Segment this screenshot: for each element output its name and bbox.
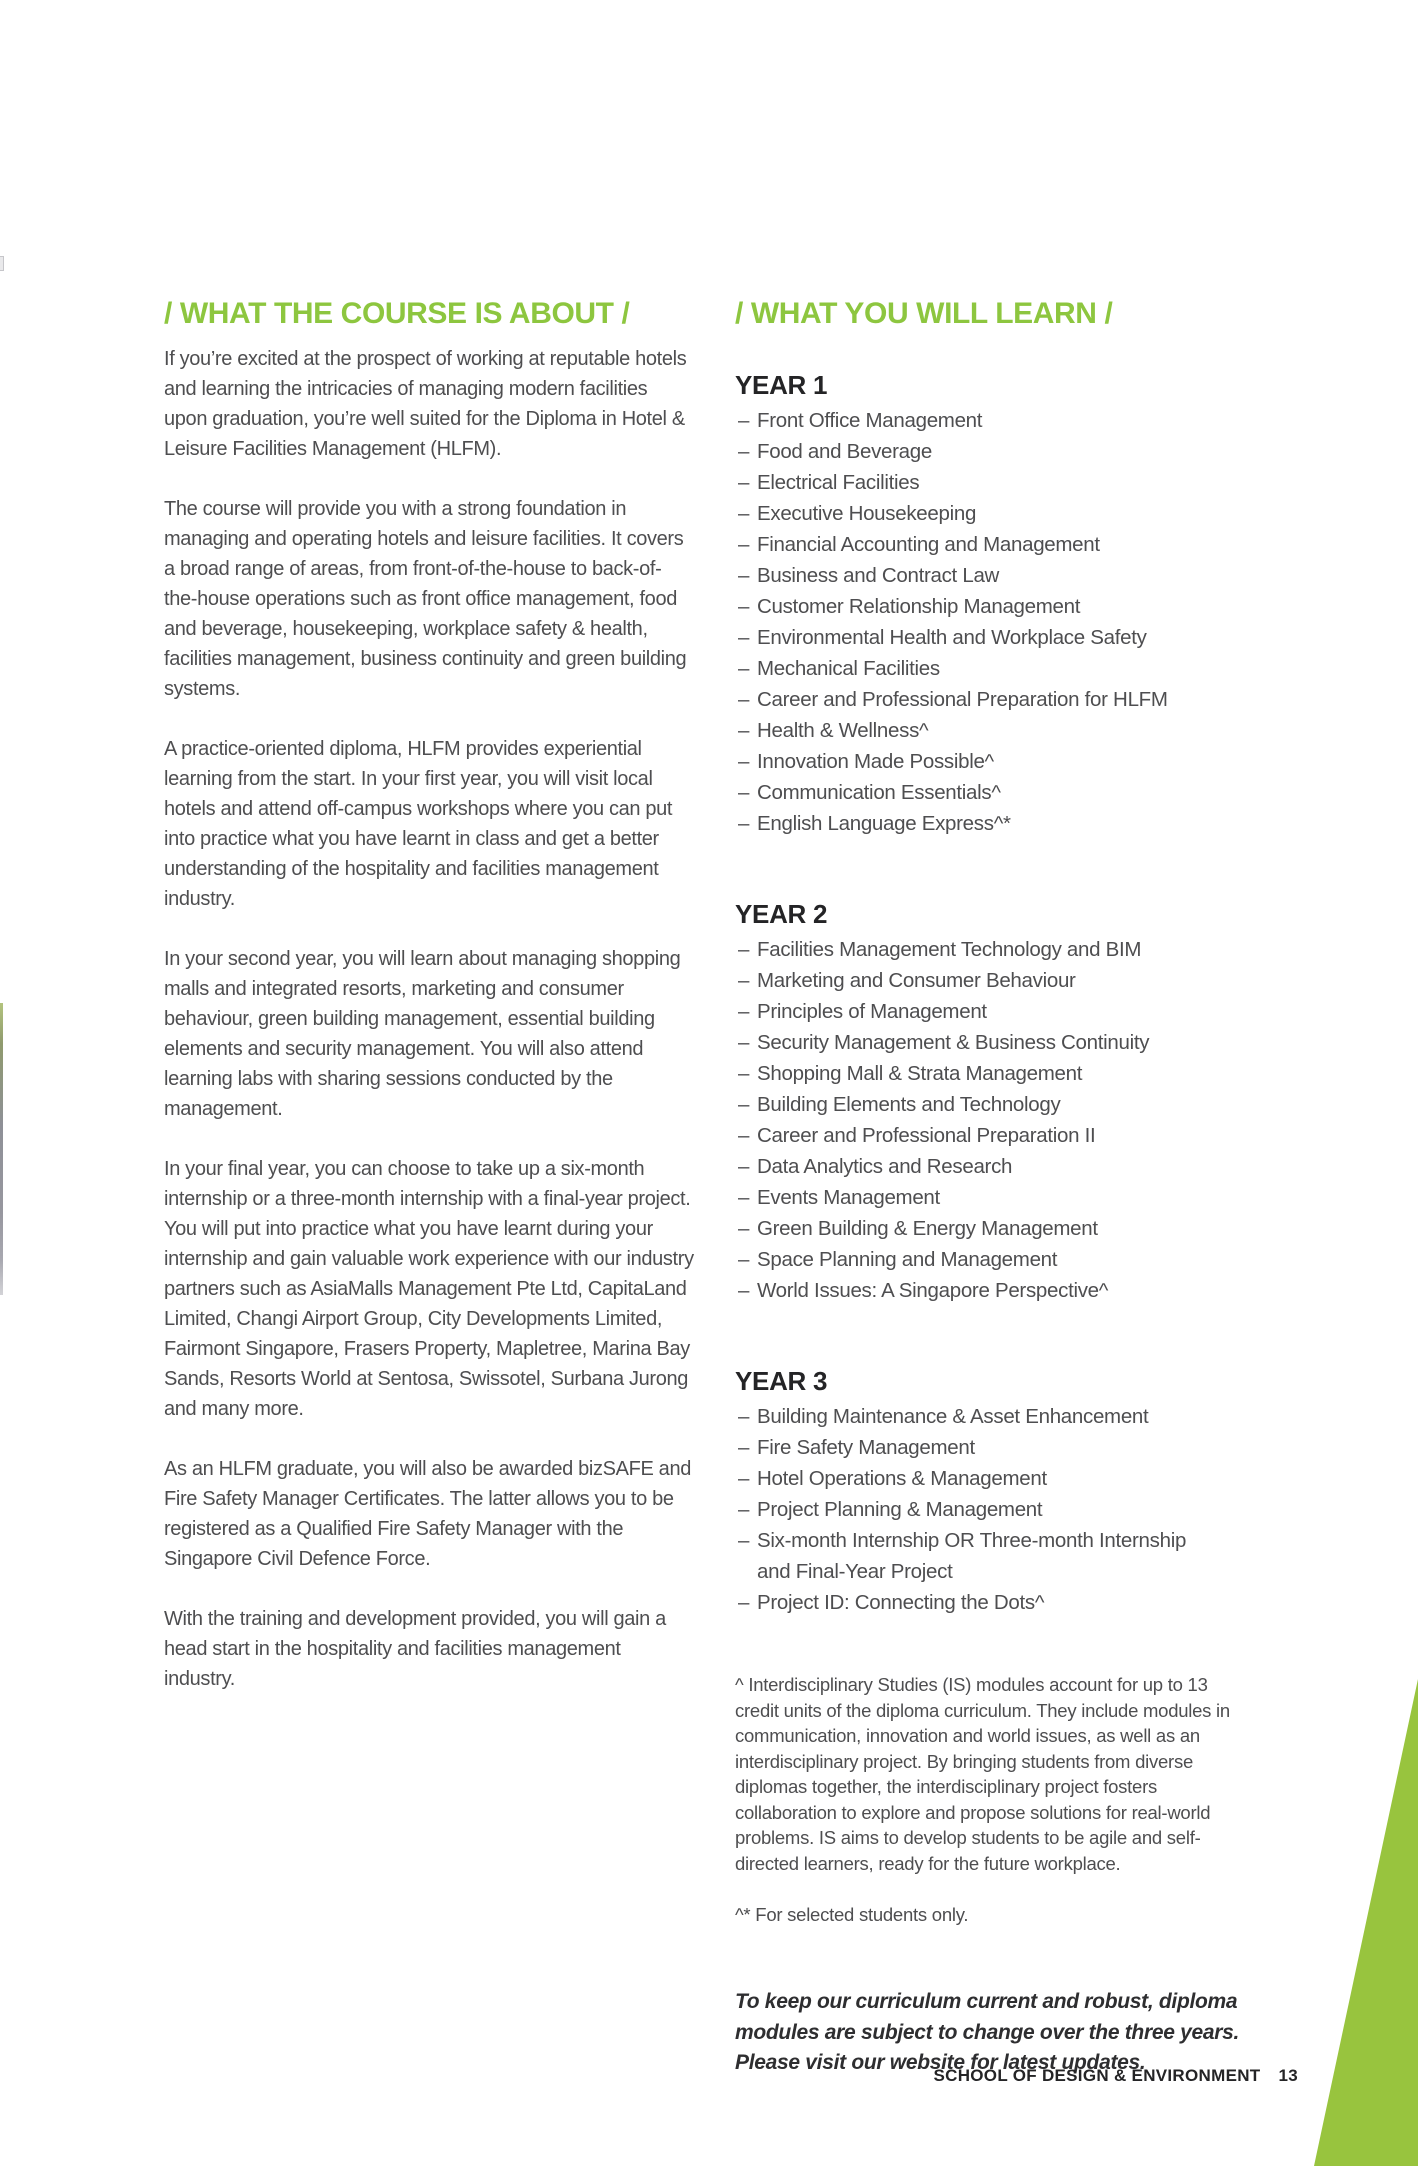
list-dash: –: [738, 1467, 750, 1490]
interdisciplinary-footnote: ^ Interdisciplinary Studies (IS) modules account for up to 13 credit units of the diploma curriculum. They include modules in communication, innovation and world issues, as well as an interdisciplinary project. By bringing students from diverse diplomas together, the interdisciplinary project fosters collaboration to explore and propose solutions for real-world problems. IS aims to develop students to be agile and self-directed learners, ready for the future workplace.: [735, 1674, 1230, 1874]
module-item: [735, 1182, 1250, 1213]
module-item: [735, 1401, 1250, 1432]
list-dash: –: [738, 1000, 750, 1023]
what-you-learn-heading: / WHAT YOU WILL LEARN /: [735, 297, 1113, 330]
module-label: Data Analytics and Research: [757, 1155, 1013, 1178]
list-dash: –: [738, 1436, 750, 1459]
module-label: Environmental Health and Workplace Safety: [757, 626, 1147, 649]
module-item: [735, 560, 1250, 591]
course-about-column: [164, 297, 694, 1724]
module-item: [735, 1120, 1250, 1151]
module-item: [735, 436, 1250, 467]
module-label: Career and Professional Preparation II: [757, 1124, 1096, 1147]
list-dash: –: [738, 471, 750, 494]
module-label: Events Management: [757, 1186, 940, 1209]
module-label: Green Building & Energy Management: [757, 1217, 1098, 1240]
module-label: Project Planning & Management: [757, 1498, 1043, 1521]
module-label: Hotel Operations & Management: [757, 1467, 1047, 1490]
list-dash: –: [738, 1529, 750, 1552]
list-dash: –: [738, 781, 750, 804]
module-item: [735, 1275, 1250, 1306]
module-list-year-1: [735, 405, 1250, 839]
year-2-section: [735, 899, 1250, 1306]
list-dash: –: [738, 409, 750, 432]
module-label: Mechanical Facilities: [757, 657, 940, 680]
module-item: [735, 746, 1250, 777]
curriculum-disclaimer: To keep our curriculum current and robust, diploma modules are subject to change over the three years. Please visit our website for latest updates.: [735, 1990, 1240, 2074]
module-list-year-2: [735, 934, 1250, 1306]
list-dash: –: [738, 1498, 750, 1521]
selected-students-footnote: ^* For selected students only.: [735, 1904, 969, 1925]
list-dash: –: [738, 657, 750, 680]
list-dash: –: [738, 750, 750, 773]
list-dash: –: [738, 1155, 750, 1178]
module-item: [735, 1213, 1250, 1244]
list-dash: –: [738, 1405, 750, 1428]
module-item: [735, 1027, 1250, 1058]
list-dash: –: [738, 969, 750, 992]
module-label: Building Elements and Technology: [757, 1093, 1061, 1116]
module-item: [735, 498, 1250, 529]
module-item: [735, 934, 1250, 965]
list-dash: –: [738, 1124, 750, 1147]
year-label: YEAR 1: [735, 370, 828, 400]
page-edge-artifact-strip: [0, 1003, 3, 1295]
list-dash: –: [738, 1031, 750, 1054]
school-name: SCHOOL OF DESIGN & ENVIRONMENT: [933, 2066, 1261, 2085]
module-label: Security Management & Business Continuity: [757, 1031, 1150, 1054]
module-label: Space Planning and Management: [757, 1248, 1058, 1271]
page-edge-artifact-tab: [0, 256, 4, 271]
course-about-paragraph: A practice-oriented diploma, HLFM provides experiential learning from the start. In your first year, you will visit local hotels and attend off-campus workshops where you can put into practice what you have learnt in class and get a better understanding of the hospitality and facilities management industry.: [164, 738, 673, 910]
page-footer: [933, 2066, 1298, 2086]
module-item: [735, 684, 1250, 715]
list-dash: –: [738, 1062, 750, 1085]
list-dash: –: [738, 812, 750, 835]
year-label: YEAR 3: [735, 1366, 828, 1396]
list-dash: –: [738, 1591, 750, 1614]
module-list-year-3: [735, 1401, 1250, 1618]
module-label: Innovation Made Possible^: [757, 750, 994, 773]
module-item: [735, 529, 1250, 560]
list-dash: –: [738, 938, 750, 961]
module-label: Food and Beverage: [757, 440, 932, 463]
module-label: Building Maintenance & Asset Enhancement: [757, 1405, 1149, 1428]
list-dash: –: [738, 440, 750, 463]
module-label: Marketing and Consumer Behaviour: [757, 969, 1076, 992]
module-item: [735, 1494, 1250, 1525]
module-label: Front Office Management: [757, 409, 983, 432]
module-label: Business and Contract Law: [757, 564, 1000, 587]
year-label: YEAR 2: [735, 899, 828, 929]
list-dash: –: [738, 595, 750, 618]
module-label: Facilities Management Technology and BIM: [757, 938, 1142, 961]
module-label: Financial Accounting and Management: [757, 533, 1100, 556]
module-item: [735, 996, 1250, 1027]
module-item: [735, 715, 1250, 746]
module-item: [735, 1058, 1250, 1089]
course-about-paragraph: In your second year, you will learn about managing shopping malls and integrated resorts, marketing and consumer behaviour, green building management, essential building elements and security management. You will also attend learning labs with sharing sessions conducted by the management.: [164, 948, 681, 1120]
module-label: Electrical Facilities: [757, 471, 920, 494]
list-dash: –: [738, 1279, 750, 1302]
module-item: [735, 1587, 1250, 1618]
module-item: [735, 1432, 1250, 1463]
list-dash: –: [738, 1217, 750, 1240]
list-dash: –: [738, 1248, 750, 1271]
module-item: [735, 591, 1250, 622]
what-you-learn-column: [735, 297, 1250, 2079]
course-about-paragraph: The course will provide you with a strong foundation in managing and operating hotels and leisure facilities. It covers a broad range of areas, from front-of-the-house to back-of-the-house operations such as front office management, food and beverage, housekeeping, workplace safety & health, facilities management, business continuity and green building systems.: [164, 498, 687, 700]
module-item: [735, 653, 1250, 684]
green-corner-wedge: [1314, 1679, 1418, 2166]
course-about-paragraph: With the training and development provided, you will gain a head start in the hospitality and facilities management industry.: [164, 1608, 666, 1690]
module-item: [735, 622, 1250, 653]
module-item: [735, 808, 1250, 839]
module-item: [735, 467, 1250, 498]
page-number: 13: [1278, 2066, 1298, 2085]
list-dash: –: [738, 564, 750, 587]
module-label: Communication Essentials^: [757, 781, 1001, 804]
list-dash: –: [738, 502, 750, 525]
module-item: [735, 1151, 1250, 1182]
course-about-paragraph: If you’re excited at the prospect of working at reputable hotels and learning the intricacies of managing modern facilities upon graduation, you’re well suited for the Diploma in Hotel & Leisure Facilities Management (HLFM).: [164, 348, 687, 460]
course-about-paragraph: As an HLFM graduate, you will also be awarded bizSAFE and Fire Safety Manager Certificates. The latter allows you to be registered as a Qualified Fire Safety Manager with the Singapore Civil Defence Force.: [164, 1458, 692, 1570]
course-about-heading: / WHAT THE COURSE IS ABOUT /: [164, 297, 630, 330]
module-label: Fire Safety Management: [757, 1436, 975, 1459]
list-dash: –: [738, 688, 750, 711]
module-label: Health & Wellness^: [757, 719, 929, 742]
year-1-section: [735, 370, 1250, 839]
list-dash: –: [738, 719, 750, 742]
module-item: [735, 1244, 1250, 1275]
list-dash: –: [738, 533, 750, 556]
module-label: World Issues: A Singapore Perspective^: [757, 1279, 1109, 1302]
year-3-section: [735, 1366, 1250, 1618]
module-item: [735, 777, 1250, 808]
list-dash: –: [738, 626, 750, 649]
module-item: [735, 1525, 1250, 1587]
module-label: Career and Professional Preparation for HLFM: [757, 688, 1168, 711]
module-label: English Language Express^*: [757, 812, 1011, 835]
list-dash: –: [738, 1186, 750, 1209]
module-item: [735, 965, 1250, 996]
course-about-paragraph: In your final year, you can choose to take up a six-month internship or a three-month internship with a final-year project. You will put into practice what you have learnt during your internship and gain valuable work experience with our industry partners such as AsiaMalls Management Pte Ltd, CapitaLand Limited, Changi Airport Group, City Developments Limited, Fairmont Singapore, Frasers Property, Mapletree, Marina Bay Sands, Resorts World at Sentosa, Swissotel, Surbana Jurong and many more.: [164, 1158, 694, 1420]
module-label: Customer Relationship Management: [757, 595, 1081, 618]
module-label: Executive Housekeeping: [757, 502, 977, 525]
list-dash: –: [738, 1093, 750, 1116]
module-label: Six-month Internship OR Three-month Internship and Final-Year Project: [757, 1529, 1187, 1583]
module-label: Project ID: Connecting the Dots^: [757, 1591, 1045, 1614]
module-item: [735, 1089, 1250, 1120]
module-item: [735, 405, 1250, 436]
module-label: Shopping Mall & Strata Management: [757, 1062, 1083, 1085]
module-label: Principles of Management: [757, 1000, 987, 1023]
module-item: [735, 1463, 1250, 1494]
